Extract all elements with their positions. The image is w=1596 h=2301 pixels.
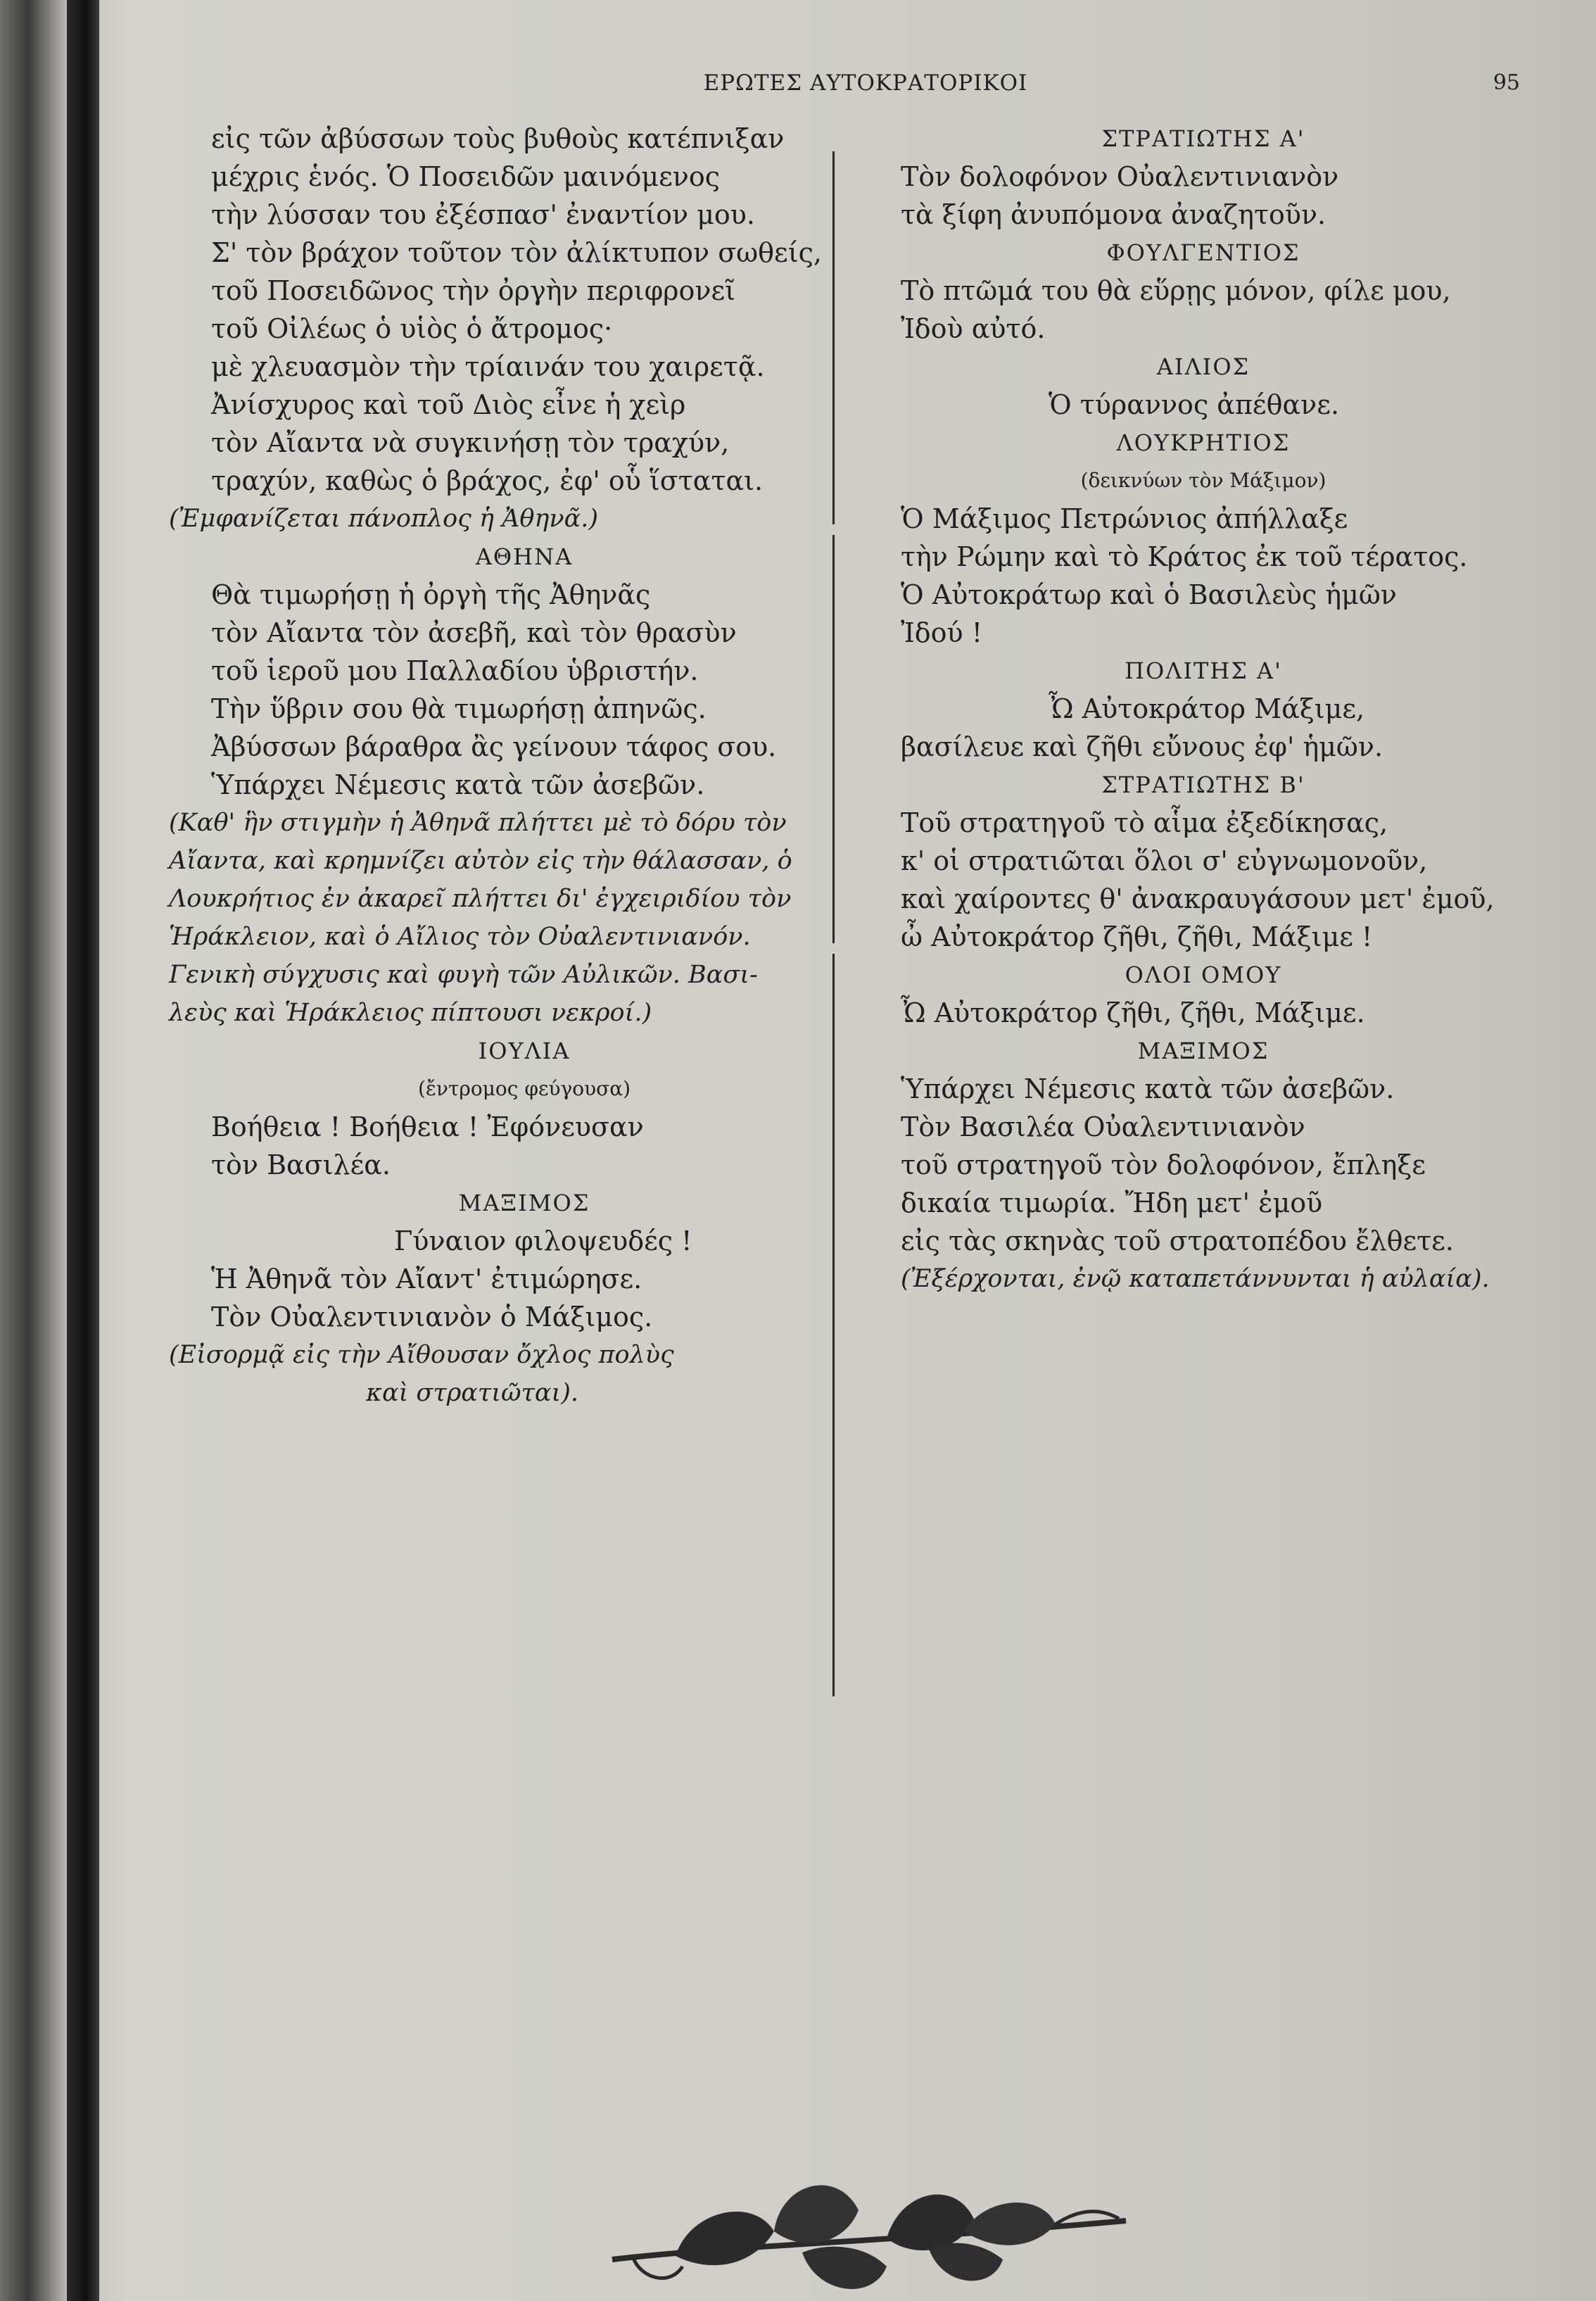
stage-direction: λεὺς καὶ Ἡράκλειος πίπτουσι νεκροί.) [169,999,652,1027]
verse-line: εἰς τὰς σκηνὰς τοῦ στρατοπέδου ἔλθετε. [901,1225,1454,1256]
floral-ornament-image [591,2154,1140,2301]
verse-line: τὸν Βασιλέα. [211,1149,391,1180]
verse-line: Ὁ Μάξιμος Πετρώνιος ἀπήλλαξε [901,503,1348,534]
verse-line: Ὑπάρχει Νέμεσις κατὰ τῶν ἀσεβῶν. [211,769,705,800]
verse-line: μὲ χλευασμὸν τὴν τρίαινάν του χαιρετᾷ. [211,351,765,382]
verse-line: τραχύν, καθὼς ὁ βράχος, ἐφ' οὗ ἵσταται. [211,465,764,496]
stage-direction: (δεικνύων τὸν Μάξιμον) [1080,469,1326,492]
verse-line: Τὸν Οὐαλεντινιανὸν ὁ Μάξιμος. [211,1301,653,1332]
verse-line: δικαία τιμωρία. Ἤδη μετ' ἐμοῦ [901,1187,1323,1218]
stage-direction: Αἴαντα, καὶ κρημνίζει αὐτὸν εἰς τὴν θάλασσαν, ὁ [169,847,792,875]
speaker-name: ΠΟΛΙΤΗΣ Α' [1125,657,1282,684]
stage-direction: Ἡράκλειον, καὶ ὁ Αἴλιος τὸν Οὐαλεντινιανόν. [169,923,751,951]
verse-line: Ἀνίσχυρος καὶ τοῦ Διὸς εἶνε ἡ χεὶρ [211,389,686,420]
verse-line: Ἡ Ἀθηνᾶ τὸν Αἴαντ' ἐτιμώρησε. [211,1263,642,1294]
column-divider [832,151,835,524]
stage-direction: καὶ στρατιῶται). [366,1379,579,1407]
stage-direction: Γενικὴ σύγχυσις καὶ φυγὴ τῶν Αὐλικῶν. Βασι- [169,961,758,989]
verse-line: Ὦ Αὐτοκράτορ Μάξιμε, [1049,693,1365,724]
verse-line: Βοήθεια ! Βοήθεια ! Ἐφόνευσαν [211,1111,644,1142]
speaker-name: ΣΤΡΑΤΙΩΤΗΣ Α' [1101,125,1305,152]
verse-line: Ὦ Αὐτοκράτορ ζῆθι, ζῆθι, Μάξιμε. [901,997,1365,1028]
verse-line: τὴν λύσσαν του ἐξέσπασ' ἐναντίον μου. [211,199,755,230]
verse-line: τὸν Αἴαντα νὰ συγκινήσῃ τὸν τραχύν, [211,427,730,458]
verse-line: Ἰδού ! [901,617,983,648]
verse-line: Τὸν δολοφόνον Οὐαλεντινιανὸν [901,161,1339,192]
speaker-name: ΜΑΞΙΜΟΣ [458,1190,590,1216]
verse-line: ὦ Αὐτοκράτορ ζῆθι, ζῆθι, Μάξιμε ! [901,921,1373,952]
verse-line: εἰς τῶν ἀβύσσων τοὺς βυθοὺς κατέπνιξαν [211,123,785,154]
verse-line: Σ' τὸν βράχον τοῦτον τὸν ἀλίκτυπον σωθείς, [211,237,822,268]
verse-line: τὰ ξίφη ἀνυπόμονα ἀναζητοῦν. [901,199,1326,230]
verse-line: Θὰ τιμωρήσῃ ἡ ὀργὴ τῆς Ἀθηνᾶς [211,579,651,610]
page-number: 95 [1493,70,1520,95]
verse-line: Τὴν ὕβριν σου θὰ τιμωρήσῃ ἀπηνῶς. [211,693,707,724]
verse-line: Ὁ τύραννος ἀπέθανε. [1049,389,1340,420]
stage-direction: (Ἐμφανίζεται πάνοπλος ἡ Ἀθηνᾶ.) [169,505,599,533]
verse-line: βασίλευε καὶ ζῆθι εὔνους ἐφ' ἡμῶν. [901,731,1383,762]
verse-line: τὴν Ρώμην καὶ τὸ Κράτος ἐκ τοῦ τέρατος. [901,541,1468,572]
verse-line: τὸν Αἴαντα τὸν ἀσεβῆ, καὶ τὸν θρασὺν [211,617,737,648]
verse-line: τοῦ ἱεροῦ μου Παλλαδίου ὑβριστήν. [211,655,699,686]
verse-line: τοῦ στρατηγοῦ τὸν δολοφόνον, ἔπληξε [901,1149,1426,1180]
speaker-name: ΛΟΥΚΡΗΤΙΟΣ [1116,429,1291,456]
column-divider [832,954,835,1696]
speaker-name: ΑΙΛΙΟΣ [1156,353,1250,380]
stage-direction: (Εἰσορμᾷ εἰς τὴν Αἴθουσαν ὄχλος πολὺς [169,1341,674,1369]
speaker-name: ΙΟΥΛΙΑ [478,1038,571,1064]
verse-line: Ὑπάρχει Νέμεσις κατὰ τῶν ἀσεβῶν. [901,1073,1395,1104]
speaker-name: ΟΛΟΙ ΟΜΟΥ [1125,962,1282,988]
verse-line: Γύναιον φιλοψευδές ! [394,1225,692,1256]
stage-direction: (Ἐξέρχονται, ἐνῷ καταπετάννυνται ἡ αὐλαία). [901,1265,1490,1293]
speaker-name: ΑΘΗΝΑ [475,543,574,570]
verse-line: κ' οἱ στρατιῶται ὅλοι σ' εὐγνωμονοῦν, [901,845,1428,876]
column-divider [832,535,835,943]
stage-direction: (Καθ' ἣν στιγμὴν ἡ Ἀθηνᾶ πλήττει μὲ τὸ δόρυ τὸν [169,809,787,837]
verse-line: καὶ χαίροντες θ' ἀνακραυγάσουν μετ' ἐμοῦ, [901,883,1495,914]
speaker-name: ΦΟΥΛΓΕΝΤΙΟΣ [1106,239,1300,266]
speaker-name: ΣΤΡΑΤΙΩΤΗΣ Β' [1101,771,1305,798]
verse-line: τοῦ Οἰλέως ὁ υἱὸς ὁ ἄτρομος· [211,313,613,344]
verse-line: Ὁ Αὐτοκράτωρ καὶ ὁ Βασιλεὺς ἡμῶν [901,579,1397,610]
verse-line: Ἀβύσσων βάραθρα ἂς γείνουν τάφος σου. [211,731,777,762]
stage-direction: Λουκρήτιος ἐν ἀκαρεῖ πλήττει δι' ἐγχειριδίου τὸν [169,885,792,913]
speaker-name: ΜΑΞΙΜΟΣ [1137,1038,1269,1064]
verse-line: τοῦ Ποσειδῶνος τὴν ὀργὴν περιφρονεῖ [211,275,736,306]
verse-line: Τὸ πτῶμά του θὰ εὕρῃς μόνον, φίλε μου, [901,275,1451,306]
left-text-column [169,120,837,1412]
verse-line: μέχρις ἑνός. Ὁ Ποσειδῶν μαινόμενος [211,161,721,192]
stage-direction: (ἔντρομος φεύγουσα) [417,1077,631,1100]
book-spine-shadow [67,0,99,2301]
right-text-column [901,120,1506,1298]
verse-line: Τοῦ στρατηγοῦ τὸ αἷμα ἐξεδίκησας, [901,807,1388,838]
verse-line: Τὸν Βασιλέα Οὐαλεντινιανὸν [901,1111,1305,1142]
verse-line: Ἰδοὺ αὐτό. [901,313,1046,344]
running-header: ΕΡΩΤΕΣ ΑΥΤΟΚΡΑΤΟΡΙΚΟΙ [703,70,1028,96]
